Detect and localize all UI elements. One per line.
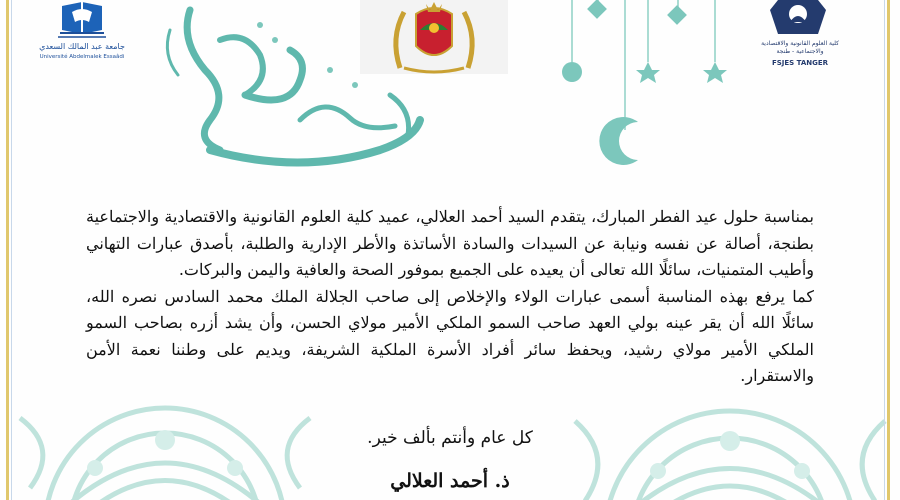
university-name-ar: جامعة عبد المالك السعدي [39,42,125,51]
faculty-name-fr: FSJES TANGER [771,59,829,67]
signature-name: ذ. أحمد العلالي [390,470,510,492]
hanging-lanterns-decoration [520,0,780,165]
greeting-letter [86,204,814,390]
royal-emblem [360,0,508,74]
book-logo-icon [56,0,108,38]
university-name-fr: Université Abdelmalek Essaâdi [39,54,125,60]
faculty-name-ar: كلية العلوم القانونية والاقتصادية والاجتماعية - طنجة [761,40,839,55]
university-logo [38,0,126,68]
letter-paragraph-2: كما يرفع بهذه المناسبة أسمى عبارات الولاء والإخلاص إلى صاحب الجلالة الملك محمد السادس نصره الله، سائلًا الله أن يقر عينه بولي العهد صاحب السمو الملكي الأمير مولاي الحسن، وأن يشد أزره بصاحب السمو الملكي الأمير مولاي رشيد، ويحفظ سائر أفراد الأسرة الملكية الشريفة، ويديم على وطننا نعمة الأمن والاستقرار. [86,286,814,385]
closing-wish: كل عام وأنتم بألف خير. [367,428,533,448]
letter-paragraph-1: بمناسبة حلول عيد الفطر المبارك، يتقدم السيد أحمد العلالي، عميد كلية العلوم القانونية والاقتصادية والاجتماعية بطنجة، أصالة عن نفسه ونيابة عن السيدات والسادة الأساتذة والأطر الإدارية والطلبة، بأصدق عبارات التهاني وأطيب المتمنيات، سائلًا الله تعالى أن يعيده على الجميع بموفور الصحة والعافية واليمن والبركات. [86,207,814,279]
faculty-logo [760,0,870,72]
faculty-emblem-icon [768,0,828,36]
arabesque-ornament-right [560,386,900,500]
arabesque-ornament-left [0,378,330,500]
